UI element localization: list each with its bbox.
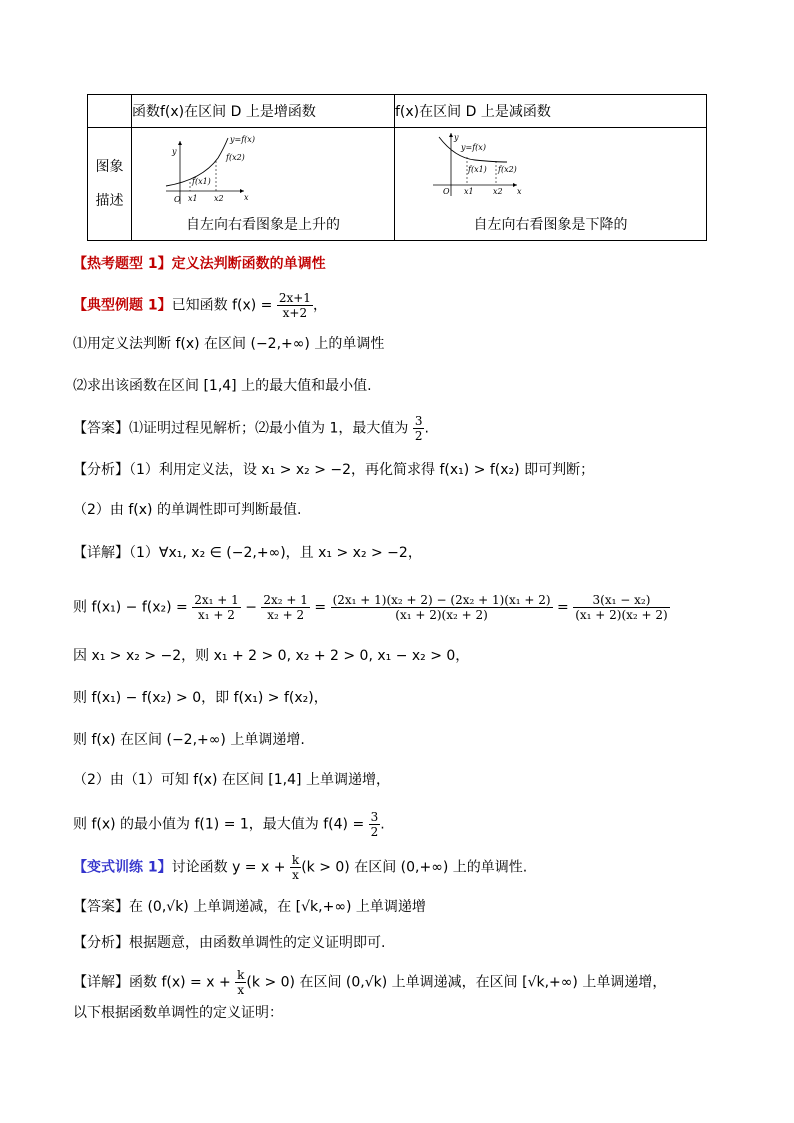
variant-detail bbox=[73, 968, 666, 997]
equals-sign-1: = bbox=[314, 599, 327, 616]
answer-text: ⑴证明过程见解析；⑵最小值为 1，最大值为 bbox=[129, 420, 413, 437]
detail-2-lead: 则 f(x₁) − f(x₂) = bbox=[73, 599, 193, 616]
example-1-lead: 已知函数 f(x) = bbox=[171, 297, 277, 314]
decreasing-graph bbox=[395, 128, 709, 218]
y-axis-arrow bbox=[449, 133, 453, 137]
variant-1-question bbox=[73, 853, 527, 882]
detail-7 bbox=[73, 810, 385, 839]
row-label-graph: 图象 bbox=[95, 159, 124, 175]
detail-6: （2）由（1）可知 f(x) 在区间 [1,4] 上单调递增， bbox=[73, 772, 390, 788]
analysis-text-1: （1）利用定义法，设 x₁ > x₂ > −2，再化简求得 f(x₁) > f(x₂) 即可判断； bbox=[129, 462, 595, 478]
y-label: y bbox=[172, 147, 177, 156]
variant-detail-frac-num: k bbox=[237, 968, 245, 982]
variant-answer-text: 在 (0,√k) 上单调递减，在 [√k,+∞) 上单调递增 bbox=[129, 899, 426, 915]
detail-frac-3-num: (2x₁ + 1)(x₂ + 2) − (2x₂ + 1)(x₁ + 2) bbox=[332, 593, 551, 607]
variant-detail-lead: 函数 f(x) = x + bbox=[129, 974, 236, 991]
increasing-graph bbox=[132, 128, 394, 218]
detail-2 bbox=[73, 593, 670, 622]
example-1-frac-den: x+2 bbox=[282, 306, 308, 320]
variant-1-tail: (k > 0) 在区间 (0,+∞) 上的单调性. bbox=[301, 859, 528, 876]
detail-text-1: （1）∀x₁, x₂ ∈ (−2,+∞)，且 x₁ > x₂ > −2， bbox=[129, 545, 422, 561]
yfx-label: y=f(x) bbox=[230, 135, 255, 144]
y-axis-arrow bbox=[178, 141, 182, 145]
detail-frac-3 bbox=[331, 593, 553, 622]
question-2: ⑵求出该函数在区间 [1,4] 上的最大值和最小值. bbox=[73, 378, 372, 394]
detail-7-frac-den: 2 bbox=[370, 825, 379, 839]
variant-1-tag: 【变式训练 1】 bbox=[73, 859, 172, 876]
detail-7-fraction bbox=[369, 810, 381, 839]
variant-1-frac-den: x bbox=[292, 868, 299, 882]
answer-fraction bbox=[413, 414, 425, 443]
example-1-tail: ， bbox=[312, 297, 327, 314]
detail-4: 则 f(x₁) − f(x₂) > 0，即 f(x₁) > f(x₂)， bbox=[73, 690, 328, 706]
minus-sign: − bbox=[245, 599, 257, 616]
answer-frac-den: 2 bbox=[414, 429, 423, 443]
header-increasing: 函数f(x)在区间 D 上是增函数 bbox=[132, 95, 395, 128]
table-corner-cell bbox=[88, 95, 132, 128]
y-label: y bbox=[454, 133, 459, 142]
detail-7-frac-num: 3 bbox=[370, 810, 379, 824]
row-label-cell bbox=[88, 128, 132, 241]
variant-detail-tag: 【详解】 bbox=[73, 974, 129, 991]
detail-tag: 【详解】 bbox=[73, 545, 129, 561]
variant-detail-tail: (k > 0) 在区间 (0,√k) 上单调递减，在区间 [√k,+∞) 上单调递增， bbox=[246, 974, 667, 991]
variant-detail-frac-den: x bbox=[237, 983, 245, 997]
detail-frac-4-num: 3(x₁ − x₂) bbox=[573, 593, 670, 608]
detail-3: 因 x₁ > x₂ > −2，则 x₁ + 2 > 0, x₂ + 2 > 0, x₁ − x₂ > 0， bbox=[73, 648, 470, 664]
example-1-frac-num: 2x+1 bbox=[278, 291, 311, 305]
monotonicity-table bbox=[87, 94, 707, 241]
detail-frac-1-den: x₁ + 2 bbox=[198, 608, 235, 622]
x1-label: x1 bbox=[464, 187, 474, 196]
section-title-text: 【热考题型 1】定义法判断函数的单调性 bbox=[73, 256, 326, 272]
detail-1 bbox=[73, 543, 422, 563]
detail-frac-2-den: x₂ + 2 bbox=[267, 608, 305, 622]
origin-label: O bbox=[443, 187, 450, 196]
fx1-label: f(x1) bbox=[468, 165, 487, 174]
detail-frac-4 bbox=[573, 593, 670, 622]
answer-1 bbox=[73, 414, 429, 443]
detail-frac-3-den: (x₁ + 2)(x₂ + 2) bbox=[395, 608, 488, 622]
example-1-tag: 【典型例题 1】 bbox=[73, 297, 172, 314]
x2-label: x2 bbox=[493, 187, 503, 196]
decreasing-cell bbox=[395, 128, 707, 241]
variant-analysis-text: 根据题意，由函数单调性的定义证明即可. bbox=[129, 935, 386, 951]
example-1-question bbox=[73, 291, 327, 320]
increasing-cell bbox=[132, 128, 395, 241]
section-title bbox=[73, 254, 326, 274]
row-label-description: 描述 bbox=[95, 193, 124, 209]
detail-frac-1 bbox=[192, 593, 241, 622]
analysis-2: （2）由 f(x) 的单调性即可判断最值. bbox=[73, 502, 302, 518]
answer-end: . bbox=[424, 420, 429, 437]
equals-sign-2: = bbox=[557, 599, 569, 616]
caption-decreasing: 自左向右看图象是下降的 bbox=[473, 217, 628, 233]
x-label: x bbox=[244, 193, 249, 202]
variant-analysis-tag: 【分析】 bbox=[73, 935, 129, 951]
fx2-label: f(x2) bbox=[498, 165, 517, 174]
header-decreasing: f(x)在区间 D 上是减函数 bbox=[395, 95, 707, 128]
variant-answer bbox=[73, 897, 426, 917]
example-1-fraction bbox=[277, 291, 313, 320]
detail-frac-2 bbox=[261, 593, 310, 622]
answer-frac-num: 3 bbox=[414, 414, 423, 428]
detail-frac-4-den: (x₁ + 2)(x₂ + 2) bbox=[575, 608, 668, 622]
origin-label: O bbox=[174, 195, 181, 204]
caption-increasing: 自左向右看图象是上升的 bbox=[186, 217, 340, 233]
variant-1-lead: 讨论函数 y = x + bbox=[171, 859, 290, 876]
fx1-label: f(x1) bbox=[192, 177, 211, 186]
answer-tag: 【答案】 bbox=[73, 420, 129, 437]
variant-answer-tag: 【答案】 bbox=[73, 899, 129, 915]
fx2-label: f(x2) bbox=[226, 153, 245, 162]
variant-detail-fraction bbox=[235, 968, 246, 997]
detail-frac-1-num: 2x₁ + 1 bbox=[194, 593, 239, 607]
variant-analysis bbox=[73, 933, 385, 953]
x2-label: x2 bbox=[214, 194, 224, 203]
variant-detail-2: 以下根据函数单调性的定义证明： bbox=[73, 1005, 283, 1021]
variant-1-frac-num: k bbox=[291, 853, 300, 867]
yfx-label: y=f(x) bbox=[461, 143, 486, 152]
detail-7-lead: 则 f(x) 的最小值为 f(1) = 1，最大值为 f(4) = bbox=[73, 816, 369, 833]
detail-frac-2-num: 2x₂ + 1 bbox=[263, 593, 308, 607]
detail-5: 则 f(x) 在区间 (−2,+∞) 上单调递增. bbox=[73, 732, 305, 748]
analysis-tag: 【分析】 bbox=[73, 462, 129, 478]
analysis-1 bbox=[73, 460, 594, 480]
variant-1-fraction bbox=[290, 853, 301, 882]
detail-7-end: . bbox=[380, 816, 385, 833]
question-1: ⑴用定义法判断 f(x) 在区间 (−2,+∞) 上的单调性 bbox=[73, 336, 385, 352]
x1-label: x1 bbox=[188, 194, 198, 203]
x-label: x bbox=[517, 187, 522, 196]
